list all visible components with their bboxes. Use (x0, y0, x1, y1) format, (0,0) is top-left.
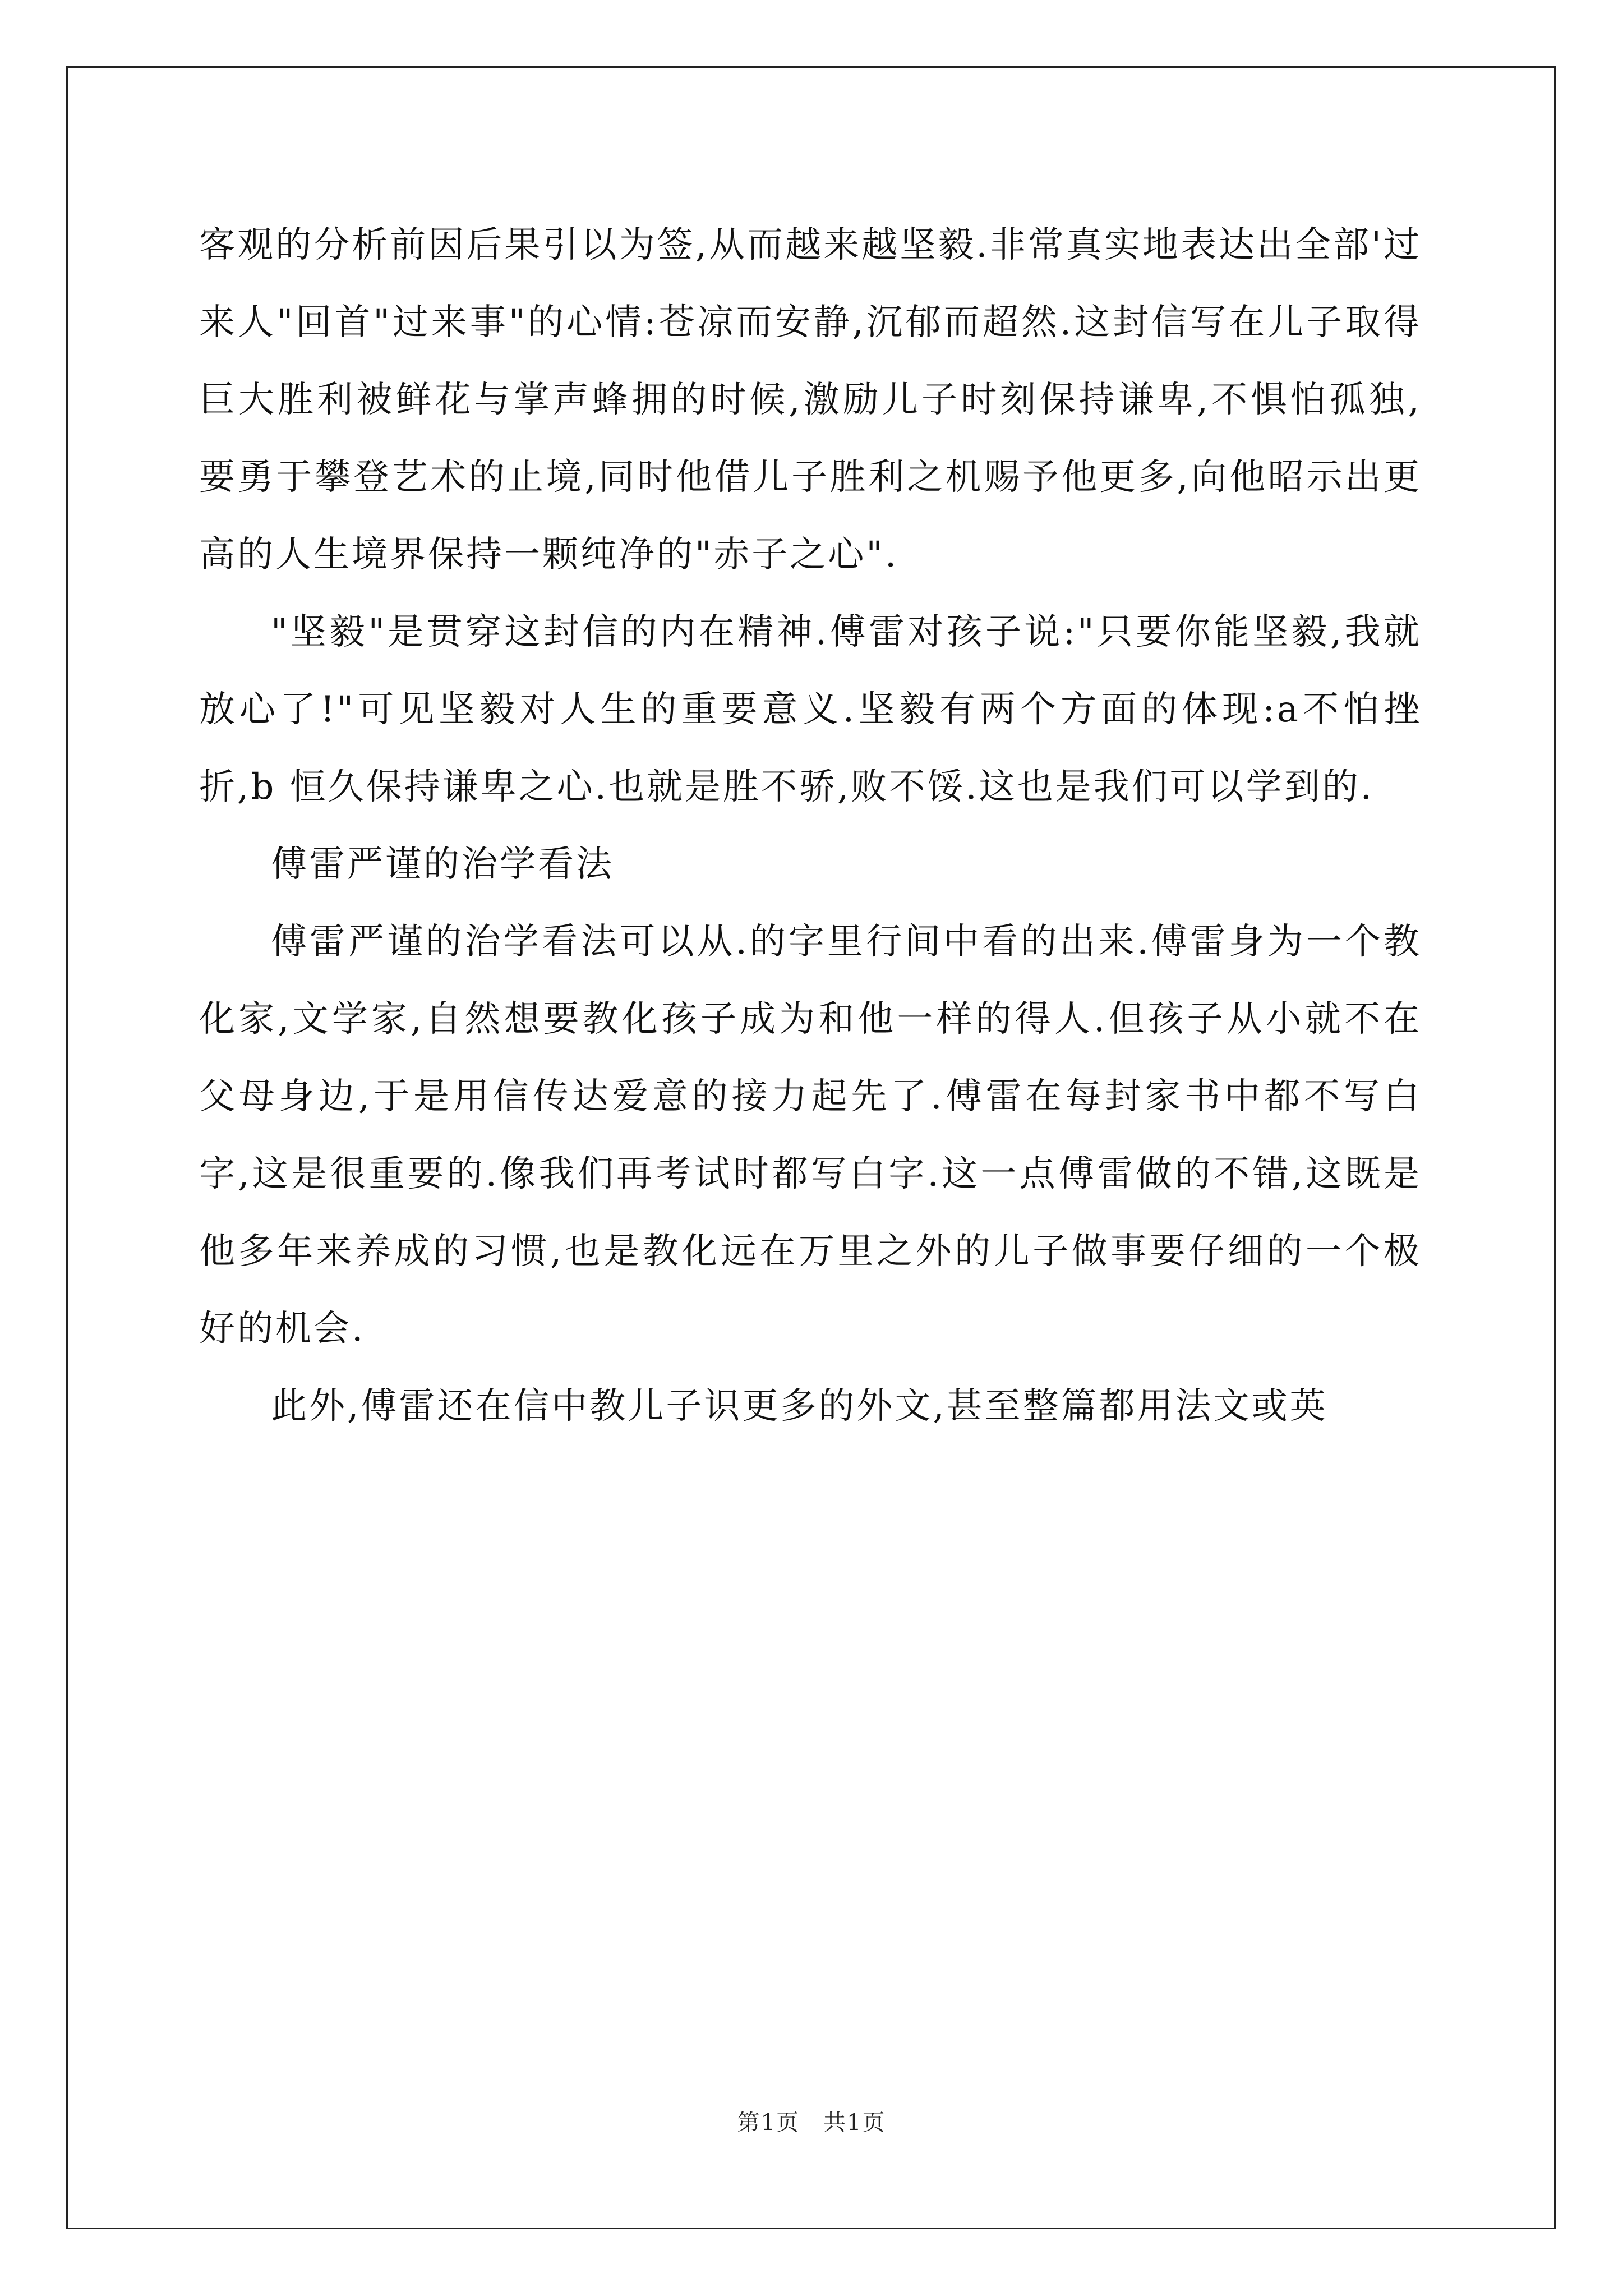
document-body (199, 206, 1422, 1445)
section-heading: 傅雷严谨的治学看法 (271, 844, 614, 885)
page-footer: 第1页 共1页 (737, 2110, 886, 2136)
paragraph-2: "坚毅"是贯穿这封信的内在精神.傅雷对孩子说:"只要你能坚毅,我就放心了!"可见坚毅对人生的重要意义.坚毅有两个方面的体现:a不怕挫折,b 恒久保持谦卑之心.也就是胜不骄,败不馁.这也是我们可以学到的. (199, 611, 1422, 808)
paragraph-4: 此外,傅雷还在信中教儿子识更多的外文,甚至整篇都用法文或英 (271, 1386, 1328, 1427)
paragraph-3: 傅雷严谨的治学看法可以从.的字里行间中看的出来.傅雷身为一个教化家,文学家,自然想要教化孩子成为和他一样的得人.但孩子从小就不在父母身边,于是用信传达爱意的接力起先了.傅雷在每封家书中都不写白字,这是很重要的.像我们再考试时都写白字.这一点傅雷做的不错,这既是他多年来养成的习惯,也是教化远在万里之外的儿子做事要仔细的一个极好的机会. (199, 921, 1422, 1350)
paragraph-1: 客观的分析前因后果引以为签,从而越来越坚毅.非常真实地表达出全部'过来人"回首"过来事"的心情:苍凉而安静,沉郁而超然.这封信写在儿子取得巨大胜利被鲜花与掌声蜂拥的时候,激励儿子时刻保持谦卑,不惧怕孤独,要勇于攀登艺术的止境,同时他借儿子胜利之机赐予他更多,向他昭示出更高的人生境界保持一颗纯净的"赤子之心". (199, 224, 1422, 576)
